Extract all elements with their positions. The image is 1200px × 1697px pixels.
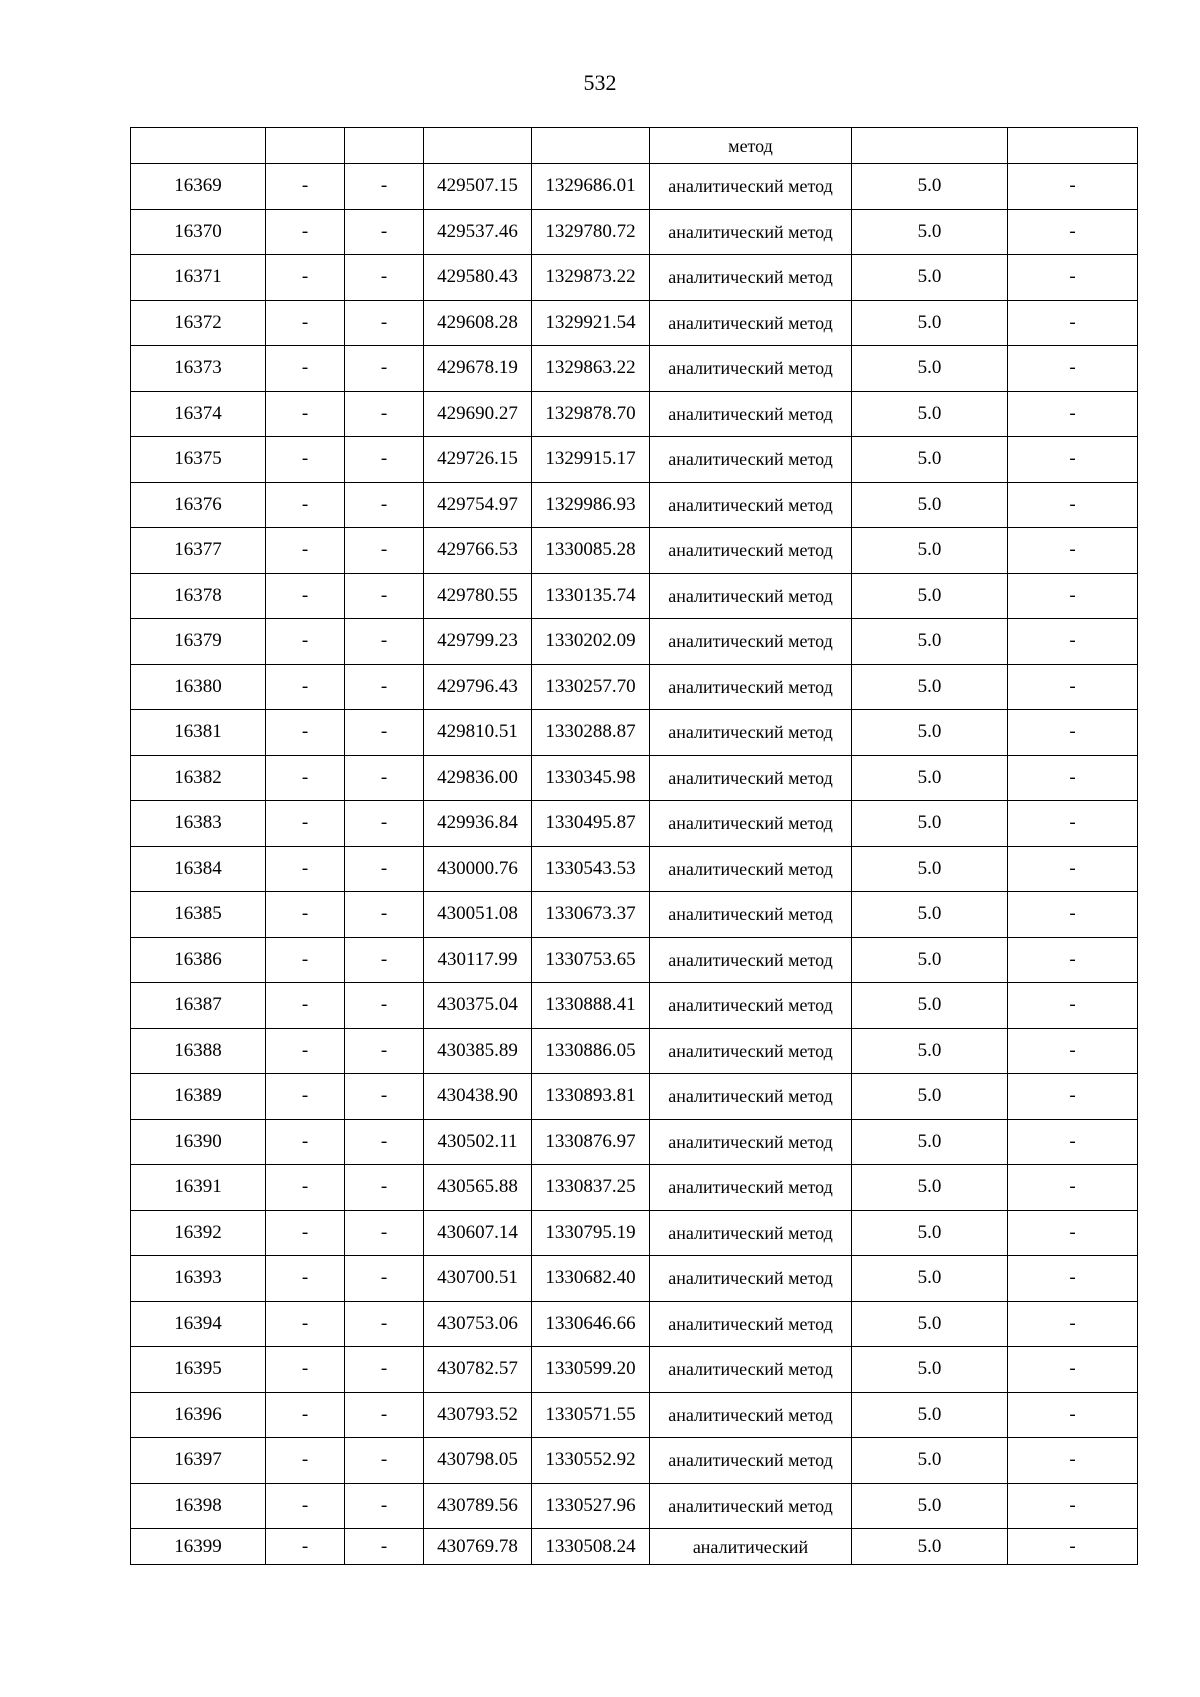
cell-method: аналитический метод (650, 664, 852, 710)
cell-note: - (1008, 1483, 1138, 1529)
cell-note: - (1008, 1392, 1138, 1438)
cell-method: аналитический метод (650, 1165, 852, 1211)
cell-id: 16390 (131, 1119, 266, 1165)
cell-note: - (1008, 482, 1138, 528)
cell-accuracy: 5.0 (852, 1392, 1008, 1438)
table-row (131, 1074, 1138, 1120)
cell-col3: - (345, 1028, 424, 1074)
cell-y: 1329915.17 (532, 437, 650, 483)
cell-col2: - (266, 255, 345, 301)
cell-accuracy: 5.0 (852, 755, 1008, 801)
cell-y: 1329863.22 (532, 346, 650, 392)
cell-col3: - (345, 801, 424, 847)
cell-y: 1329873.22 (532, 255, 650, 301)
cell-col3: - (345, 1301, 424, 1347)
cell-method: аналитический метод (650, 710, 852, 756)
cell-id: 16386 (131, 937, 266, 983)
cell-col2: - (266, 391, 345, 437)
cell-x: 429766.53 (424, 528, 532, 574)
cell-col2: - (266, 1028, 345, 1074)
cell-x: 429507.15 (424, 164, 532, 210)
cell-col2: - (266, 300, 345, 346)
cell-col2: - (266, 164, 345, 210)
cell-id: 16370 (131, 209, 266, 255)
cell-col3: - (345, 1392, 424, 1438)
table-row (131, 391, 1138, 437)
cell-x: 430769.78 (424, 1529, 532, 1565)
cell-col3: - (345, 346, 424, 392)
table-row (131, 1483, 1138, 1529)
cell-accuracy: 5.0 (852, 1028, 1008, 1074)
cell-y: 1330837.25 (532, 1165, 650, 1211)
cell-x: 429690.27 (424, 391, 532, 437)
cell-note: - (1008, 209, 1138, 255)
cell-id: 16385 (131, 892, 266, 938)
cell-method: аналитический метод (650, 346, 852, 392)
cell-id: 16378 (131, 573, 266, 619)
cell-note: - (1008, 1165, 1138, 1211)
cell-method: аналитический метод (650, 1347, 852, 1393)
table-row (131, 1210, 1138, 1256)
cell-accuracy: 5.0 (852, 573, 1008, 619)
cell-col2: - (266, 846, 345, 892)
cell-id: 16394 (131, 1301, 266, 1347)
table-row (131, 1529, 1138, 1565)
cell-method: аналитический метод (650, 209, 852, 255)
cell-y: 1330202.09 (532, 619, 650, 665)
cell-col3: - (345, 482, 424, 528)
cell-col2: - (266, 1483, 345, 1529)
cell-note: - (1008, 1301, 1138, 1347)
cell-col3: - (345, 300, 424, 346)
cell-col2: - (266, 710, 345, 756)
cell-accuracy: 5.0 (852, 664, 1008, 710)
cell-id: 16374 (131, 391, 266, 437)
coordinates-table (130, 127, 1138, 1565)
cell-note: - (1008, 801, 1138, 847)
cell-note: - (1008, 164, 1138, 210)
cell-accuracy: 5.0 (852, 892, 1008, 938)
cell-y: 1330085.28 (532, 528, 650, 574)
cell-col2: - (266, 664, 345, 710)
cell-y: 1330552.92 (532, 1438, 650, 1484)
cell-x: 429780.55 (424, 573, 532, 619)
cell-id: 16376 (131, 482, 266, 528)
cell-method: аналитический метод (650, 300, 852, 346)
cell-accuracy: 5.0 (852, 710, 1008, 756)
cell-accuracy: 5.0 (852, 391, 1008, 437)
cell-method: аналитический метод (650, 573, 852, 619)
cell-accuracy: 5.0 (852, 983, 1008, 1029)
cell-method: аналитический метод (650, 391, 852, 437)
cell-y: 1329686.01 (532, 164, 650, 210)
cell-y (532, 128, 650, 164)
table-row (131, 619, 1138, 665)
cell-y: 1330288.87 (532, 710, 650, 756)
page-number: 532 (583, 70, 617, 95)
table-row (131, 801, 1138, 847)
cell-note: - (1008, 1438, 1138, 1484)
table-row (131, 755, 1138, 801)
table-row (131, 1256, 1138, 1302)
cell-col3: - (345, 255, 424, 301)
cell-x: 429608.28 (424, 300, 532, 346)
cell-col3: - (345, 892, 424, 938)
cell-col3: - (345, 846, 424, 892)
table-row (131, 1165, 1138, 1211)
table-row (131, 1119, 1138, 1165)
cell-col2: - (266, 573, 345, 619)
continuation-row (131, 128, 1138, 164)
cell-accuracy: 5.0 (852, 437, 1008, 483)
cell-col2: - (266, 619, 345, 665)
table-row (131, 255, 1138, 301)
cell-x: 430117.99 (424, 937, 532, 983)
cell-y: 1330527.96 (532, 1483, 650, 1529)
cell-note: - (1008, 664, 1138, 710)
cell-col2: - (266, 346, 345, 392)
table-row (131, 437, 1138, 483)
cell-id: 16381 (131, 710, 266, 756)
cell-id: 16392 (131, 1210, 266, 1256)
cell-x: 429936.84 (424, 801, 532, 847)
cell-x: 430375.04 (424, 983, 532, 1029)
cell-x: 429754.97 (424, 482, 532, 528)
cell-col3: - (345, 437, 424, 483)
cell-col2: - (266, 1301, 345, 1347)
cell-id: 16397 (131, 1438, 266, 1484)
table-row (131, 983, 1138, 1029)
cell-x: 429678.19 (424, 346, 532, 392)
cell-id: 16382 (131, 755, 266, 801)
cell-note: - (1008, 710, 1138, 756)
cell-note: - (1008, 892, 1138, 938)
cell-id: 16369 (131, 164, 266, 210)
cell-x: 430753.06 (424, 1301, 532, 1347)
table-row (131, 300, 1138, 346)
cell-note: - (1008, 619, 1138, 665)
cell-accuracy: 5.0 (852, 346, 1008, 392)
cell-y: 1330876.97 (532, 1119, 650, 1165)
cell-accuracy: 5.0 (852, 164, 1008, 210)
table-row (131, 664, 1138, 710)
cell-col3: - (345, 164, 424, 210)
cell-col3: - (345, 573, 424, 619)
cell-y: 1330673.37 (532, 892, 650, 938)
cell-method: аналитический метод (650, 255, 852, 301)
cell-id: 16387 (131, 983, 266, 1029)
cell-note: - (1008, 1347, 1138, 1393)
cell-method: аналитический метод (650, 892, 852, 938)
cell-accuracy: 5.0 (852, 482, 1008, 528)
cell-col2: - (266, 209, 345, 255)
table-row (131, 937, 1138, 983)
cell-col2: - (266, 1438, 345, 1484)
table-row (131, 892, 1138, 938)
cell-x: 430789.56 (424, 1483, 532, 1529)
cell-method: аналитический метод (650, 801, 852, 847)
cell-method: аналитический метод (650, 1483, 852, 1529)
cell-col2: - (266, 482, 345, 528)
cell-method: аналитический метод (650, 619, 852, 665)
cell-x: 429726.15 (424, 437, 532, 483)
cell-method: аналитический метод (650, 1392, 852, 1438)
cell-col2: - (266, 983, 345, 1029)
cell-method: метод (650, 128, 852, 164)
cell-accuracy: 5.0 (852, 300, 1008, 346)
table-row (131, 1301, 1138, 1347)
cell-method: аналитический метод (650, 1438, 852, 1484)
cell-id: 16373 (131, 346, 266, 392)
cell-accuracy: 5.0 (852, 846, 1008, 892)
cell-col3: - (345, 209, 424, 255)
cell-accuracy: 5.0 (852, 1301, 1008, 1347)
cell-note: - (1008, 528, 1138, 574)
cell-accuracy: 5.0 (852, 1210, 1008, 1256)
cell-y: 1330345.98 (532, 755, 650, 801)
cell-accuracy: 5.0 (852, 801, 1008, 847)
cell-id: 16383 (131, 801, 266, 847)
cell-x: 430385.89 (424, 1028, 532, 1074)
cell-accuracy: 5.0 (852, 1438, 1008, 1484)
cell-x: 430607.14 (424, 1210, 532, 1256)
cell-col3: - (345, 528, 424, 574)
cell-col3: - (345, 1165, 424, 1211)
cell-y: 1330753.65 (532, 937, 650, 983)
cell-y: 1330795.19 (532, 1210, 650, 1256)
cell-id: 16391 (131, 1165, 266, 1211)
cell-y: 1330508.24 (532, 1529, 650, 1565)
cell-note: - (1008, 983, 1138, 1029)
cell-note: - (1008, 391, 1138, 437)
cell-x: 430565.88 (424, 1165, 532, 1211)
cell-id: 16393 (131, 1256, 266, 1302)
cell-col2: - (266, 892, 345, 938)
cell-col3: - (345, 391, 424, 437)
cell-col3: - (345, 1210, 424, 1256)
cell-note: - (1008, 1529, 1138, 1565)
cell-col3: - (345, 1529, 424, 1565)
cell-accuracy: 5.0 (852, 1165, 1008, 1211)
cell-x: 429836.00 (424, 755, 532, 801)
cell-y: 1330886.05 (532, 1028, 650, 1074)
cell-id: 16371 (131, 255, 266, 301)
cell-accuracy: 5.0 (852, 1483, 1008, 1529)
table-row (131, 1347, 1138, 1393)
cell-col2: - (266, 528, 345, 574)
cell-x: 429796.43 (424, 664, 532, 710)
cell-y: 1329878.70 (532, 391, 650, 437)
cell-id: 16398 (131, 1483, 266, 1529)
cell-id: 16377 (131, 528, 266, 574)
cell-accuracy: 5.0 (852, 1074, 1008, 1120)
cell-col2: - (266, 937, 345, 983)
cell-note: - (1008, 1256, 1138, 1302)
table-row (131, 710, 1138, 756)
cell-note: - (1008, 437, 1138, 483)
cell-x: 430000.76 (424, 846, 532, 892)
cell-note (1008, 128, 1138, 164)
cell-col2: - (266, 801, 345, 847)
table-row (131, 164, 1138, 210)
cell-note: - (1008, 346, 1138, 392)
cell-col2: - (266, 1165, 345, 1211)
cell-x: 429799.23 (424, 619, 532, 665)
cell-id: 16379 (131, 619, 266, 665)
cell-method: аналитический метод (650, 983, 852, 1029)
table-row (131, 846, 1138, 892)
cell-id: 16388 (131, 1028, 266, 1074)
cell-y: 1329921.54 (532, 300, 650, 346)
cell-col2: - (266, 1119, 345, 1165)
cell-col3: - (345, 755, 424, 801)
cell-note: - (1008, 300, 1138, 346)
cell-col2: - (266, 437, 345, 483)
cell-method: аналитический метод (650, 437, 852, 483)
cell-note: - (1008, 755, 1138, 801)
cell-col3: - (345, 1438, 424, 1484)
cell-accuracy: 5.0 (852, 255, 1008, 301)
cell-method: аналитический метод (650, 1256, 852, 1302)
cell-x: 430782.57 (424, 1347, 532, 1393)
cell-y: 1330888.41 (532, 983, 650, 1029)
cell-col3: - (345, 710, 424, 756)
cell-note: - (1008, 937, 1138, 983)
cell-y: 1330599.20 (532, 1347, 650, 1393)
table-row (131, 1438, 1138, 1484)
cell-id: 16380 (131, 664, 266, 710)
cell-x: 430502.11 (424, 1119, 532, 1165)
cell-method: аналитический метод (650, 1028, 852, 1074)
cell-y: 1330543.53 (532, 846, 650, 892)
cell-y: 1330495.87 (532, 801, 650, 847)
cell-x: 430051.08 (424, 892, 532, 938)
cell-accuracy: 5.0 (852, 1529, 1008, 1565)
cell-method: аналитический метод (650, 1301, 852, 1347)
cell-col2: - (266, 1256, 345, 1302)
cell-accuracy: 5.0 (852, 1256, 1008, 1302)
cell-id (131, 128, 266, 164)
cell-y: 1330682.40 (532, 1256, 650, 1302)
table-row (131, 528, 1138, 574)
cell-x: 430700.51 (424, 1256, 532, 1302)
table-row (131, 1028, 1138, 1074)
cell-accuracy: 5.0 (852, 1119, 1008, 1165)
cell-col2: - (266, 1210, 345, 1256)
cell-col2 (266, 128, 345, 164)
cell-method: аналитический метод (650, 528, 852, 574)
cell-method: аналитический метод (650, 937, 852, 983)
cell-col3: - (345, 1347, 424, 1393)
cell-y: 1330257.70 (532, 664, 650, 710)
cell-accuracy: 5.0 (852, 937, 1008, 983)
cell-id: 16389 (131, 1074, 266, 1120)
cell-method: аналитический метод (650, 846, 852, 892)
cell-method: аналитический метод (650, 755, 852, 801)
cell-accuracy: 5.0 (852, 209, 1008, 255)
table-body (131, 128, 1138, 1565)
cell-method: аналитический метод (650, 1119, 852, 1165)
cell-accuracy (852, 128, 1008, 164)
cell-x: 430793.52 (424, 1392, 532, 1438)
cell-accuracy: 5.0 (852, 528, 1008, 574)
cell-method: аналитический метод (650, 1210, 852, 1256)
cell-method: аналитический метод (650, 1074, 852, 1120)
table-row (131, 482, 1138, 528)
cell-note: - (1008, 573, 1138, 619)
cell-col3: - (345, 1119, 424, 1165)
table-row (131, 209, 1138, 255)
cell-y: 1330135.74 (532, 573, 650, 619)
cell-method: аналитический (650, 1529, 852, 1565)
cell-note: - (1008, 255, 1138, 301)
cell-accuracy: 5.0 (852, 1347, 1008, 1393)
cell-id: 16372 (131, 300, 266, 346)
cell-col2: - (266, 1347, 345, 1393)
cell-x: 429580.43 (424, 255, 532, 301)
cell-note: - (1008, 1028, 1138, 1074)
cell-x: 430798.05 (424, 1438, 532, 1484)
cell-col2: - (266, 1529, 345, 1565)
cell-note: - (1008, 846, 1138, 892)
cell-id: 16395 (131, 1347, 266, 1393)
cell-col3: - (345, 664, 424, 710)
cell-col3: - (345, 1256, 424, 1302)
cell-id: 16396 (131, 1392, 266, 1438)
cell-col3 (345, 128, 424, 164)
cell-method: аналитический метод (650, 482, 852, 528)
cell-col2: - (266, 1074, 345, 1120)
cell-accuracy: 5.0 (852, 619, 1008, 665)
cell-id: 16399 (131, 1529, 266, 1565)
cell-x (424, 128, 532, 164)
cell-col2: - (266, 1392, 345, 1438)
cell-y: 1330571.55 (532, 1392, 650, 1438)
cell-note: - (1008, 1119, 1138, 1165)
table-row (131, 346, 1138, 392)
cell-x: 429810.51 (424, 710, 532, 756)
cell-col3: - (345, 619, 424, 665)
cell-id: 16375 (131, 437, 266, 483)
cell-x: 429537.46 (424, 209, 532, 255)
cell-note: - (1008, 1210, 1138, 1256)
cell-y: 1329780.72 (532, 209, 650, 255)
cell-note: - (1008, 1074, 1138, 1120)
cell-y: 1329986.93 (532, 482, 650, 528)
cell-col3: - (345, 983, 424, 1029)
table-row (131, 573, 1138, 619)
table-row (131, 1392, 1138, 1438)
cell-col2: - (266, 755, 345, 801)
cell-x: 430438.90 (424, 1074, 532, 1120)
cell-col3: - (345, 1483, 424, 1529)
cell-col3: - (345, 1074, 424, 1120)
cell-y: 1330893.81 (532, 1074, 650, 1120)
cell-col3: - (345, 937, 424, 983)
cell-method: аналитический метод (650, 164, 852, 210)
cell-y: 1330646.66 (532, 1301, 650, 1347)
cell-id: 16384 (131, 846, 266, 892)
